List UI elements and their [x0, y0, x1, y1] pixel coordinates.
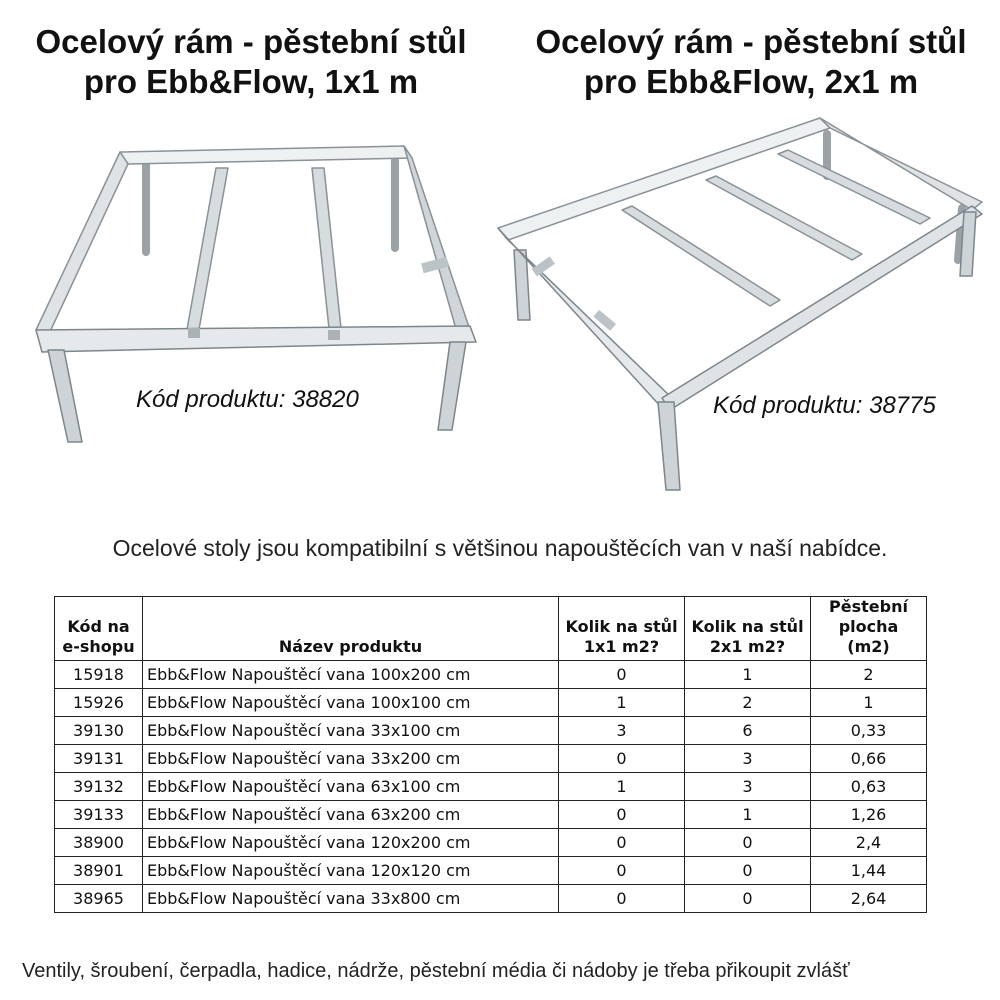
cell-qty-1x1: 0 [559, 857, 685, 885]
cell-product-name: Ebb&Flow Napouštěcí vana 33x100 cm [143, 717, 559, 745]
product-title-line-1: Ocelový rám - pěstební stůl [35, 23, 467, 60]
cell-growing-area: 2 [811, 661, 927, 689]
cell-code: 39133 [55, 801, 143, 829]
cell-growing-area: 2,64 [811, 885, 927, 913]
table-row [55, 829, 927, 857]
cell-code: 38901 [55, 857, 143, 885]
cell-code: 15926 [55, 689, 143, 717]
header-qty-2x1-line-1: Kolik na stůl [691, 617, 804, 636]
cell-product-name: Ebb&Flow Napouštěcí vana 63x100 cm [143, 773, 559, 801]
table-row [55, 885, 927, 913]
cell-code: 38965 [55, 885, 143, 913]
header-code [55, 597, 143, 661]
cell-product-name: Ebb&Flow Napouštěcí vana 120x200 cm [143, 829, 559, 857]
table-row [55, 745, 927, 773]
cell-qty-1x1: 1 [559, 689, 685, 717]
cell-product-name: Ebb&Flow Napouštěcí vana 120x120 cm [143, 857, 559, 885]
product-title-line-2: pro Ebb&Flow, 1x1 m [83, 63, 419, 100]
header-qty-2x1-line-2: 2x1 m2? [709, 637, 786, 656]
table-row [55, 773, 927, 801]
cell-code: 15918 [55, 661, 143, 689]
cell-qty-1x1: 0 [559, 801, 685, 829]
product-title-1x1 [6, 22, 496, 102]
header-growing-area-line-1: Pěstební [829, 597, 908, 616]
header-qty-1x1 [559, 597, 685, 661]
cell-growing-area: 0,63 [811, 773, 927, 801]
header-qty-1x1-line-1: Kolik na stůl [565, 617, 678, 636]
cell-product-name: Ebb&Flow Napouštěcí vana 63x200 cm [143, 801, 559, 829]
header-growing-area-line-2: plocha (m2) [838, 617, 899, 656]
table-row [55, 857, 927, 885]
cell-qty-2x1: 1 [685, 661, 811, 689]
cell-growing-area: 1 [811, 689, 927, 717]
steel-frame-1x1-image [20, 130, 500, 470]
table-row [55, 689, 927, 717]
table-row [55, 717, 927, 745]
cell-growing-area: 2,4 [811, 829, 927, 857]
cell-qty-2x1: 0 [685, 857, 811, 885]
header-growing-area [811, 597, 927, 661]
header-product-name: Název produktu [143, 597, 559, 661]
cell-product-name: Ebb&Flow Napouštěcí vana 33x200 cm [143, 745, 559, 773]
cell-product-name: Ebb&Flow Napouštěcí vana 100x100 cm [143, 689, 559, 717]
cell-qty-2x1: 3 [685, 745, 811, 773]
header-qty-1x1-line-2: 1x1 m2? [583, 637, 660, 656]
cell-qty-2x1: 0 [685, 829, 811, 857]
cell-qty-1x1: 0 [559, 829, 685, 857]
table-header-row [55, 597, 927, 661]
cell-qty-1x1: 3 [559, 717, 685, 745]
cell-qty-1x1: 0 [559, 745, 685, 773]
cell-qty-1x1: 1 [559, 773, 685, 801]
cell-qty-2x1: 6 [685, 717, 811, 745]
header-code-line-1: Kód na [67, 617, 130, 636]
cell-qty-2x1: 1 [685, 801, 811, 829]
cell-growing-area: 1,26 [811, 801, 927, 829]
cell-code: 38900 [55, 829, 143, 857]
footer-note: Ventily, šroubení, čerpadla, hadice, nádrže, pěstební média či nádoby je třeba přikoupit zvlášť [22, 960, 850, 982]
cell-code: 39130 [55, 717, 143, 745]
header-qty-2x1 [685, 597, 811, 661]
product-title-line-1: Ocelový rám - pěstební stůl [535, 23, 967, 60]
cell-qty-1x1: 0 [559, 885, 685, 913]
cell-code: 39131 [55, 745, 143, 773]
table-row [55, 801, 927, 829]
compatibility-table [54, 596, 927, 913]
cell-growing-area: 0,33 [811, 717, 927, 745]
cell-growing-area: 1,44 [811, 857, 927, 885]
product-code-caption-2x1: Kód produktu: 38775 [713, 392, 936, 419]
table-row [55, 661, 927, 689]
cell-qty-2x1: 0 [685, 885, 811, 913]
cell-product-name: Ebb&Flow Napouštěcí vana 33x800 cm [143, 885, 559, 913]
cell-qty-2x1: 3 [685, 773, 811, 801]
cell-qty-2x1: 2 [685, 689, 811, 717]
steel-frame-2x1-image [490, 110, 990, 500]
cell-code: 39132 [55, 773, 143, 801]
product-title-2x1 [506, 22, 996, 102]
compatibility-note: Ocelové stoly jsou kompatibilní s většinou napouštěcích van v naší nabídce. [112, 535, 888, 561]
product-code-caption-1x1: Kód produktu: 38820 [136, 386, 359, 413]
cell-growing-area: 0,66 [811, 745, 927, 773]
product-title-line-2: pro Ebb&Flow, 2x1 m [583, 63, 919, 100]
cell-qty-1x1: 0 [559, 661, 685, 689]
cell-product-name: Ebb&Flow Napouštěcí vana 100x200 cm [143, 661, 559, 689]
header-code-line-2: e-shopu [62, 637, 135, 656]
